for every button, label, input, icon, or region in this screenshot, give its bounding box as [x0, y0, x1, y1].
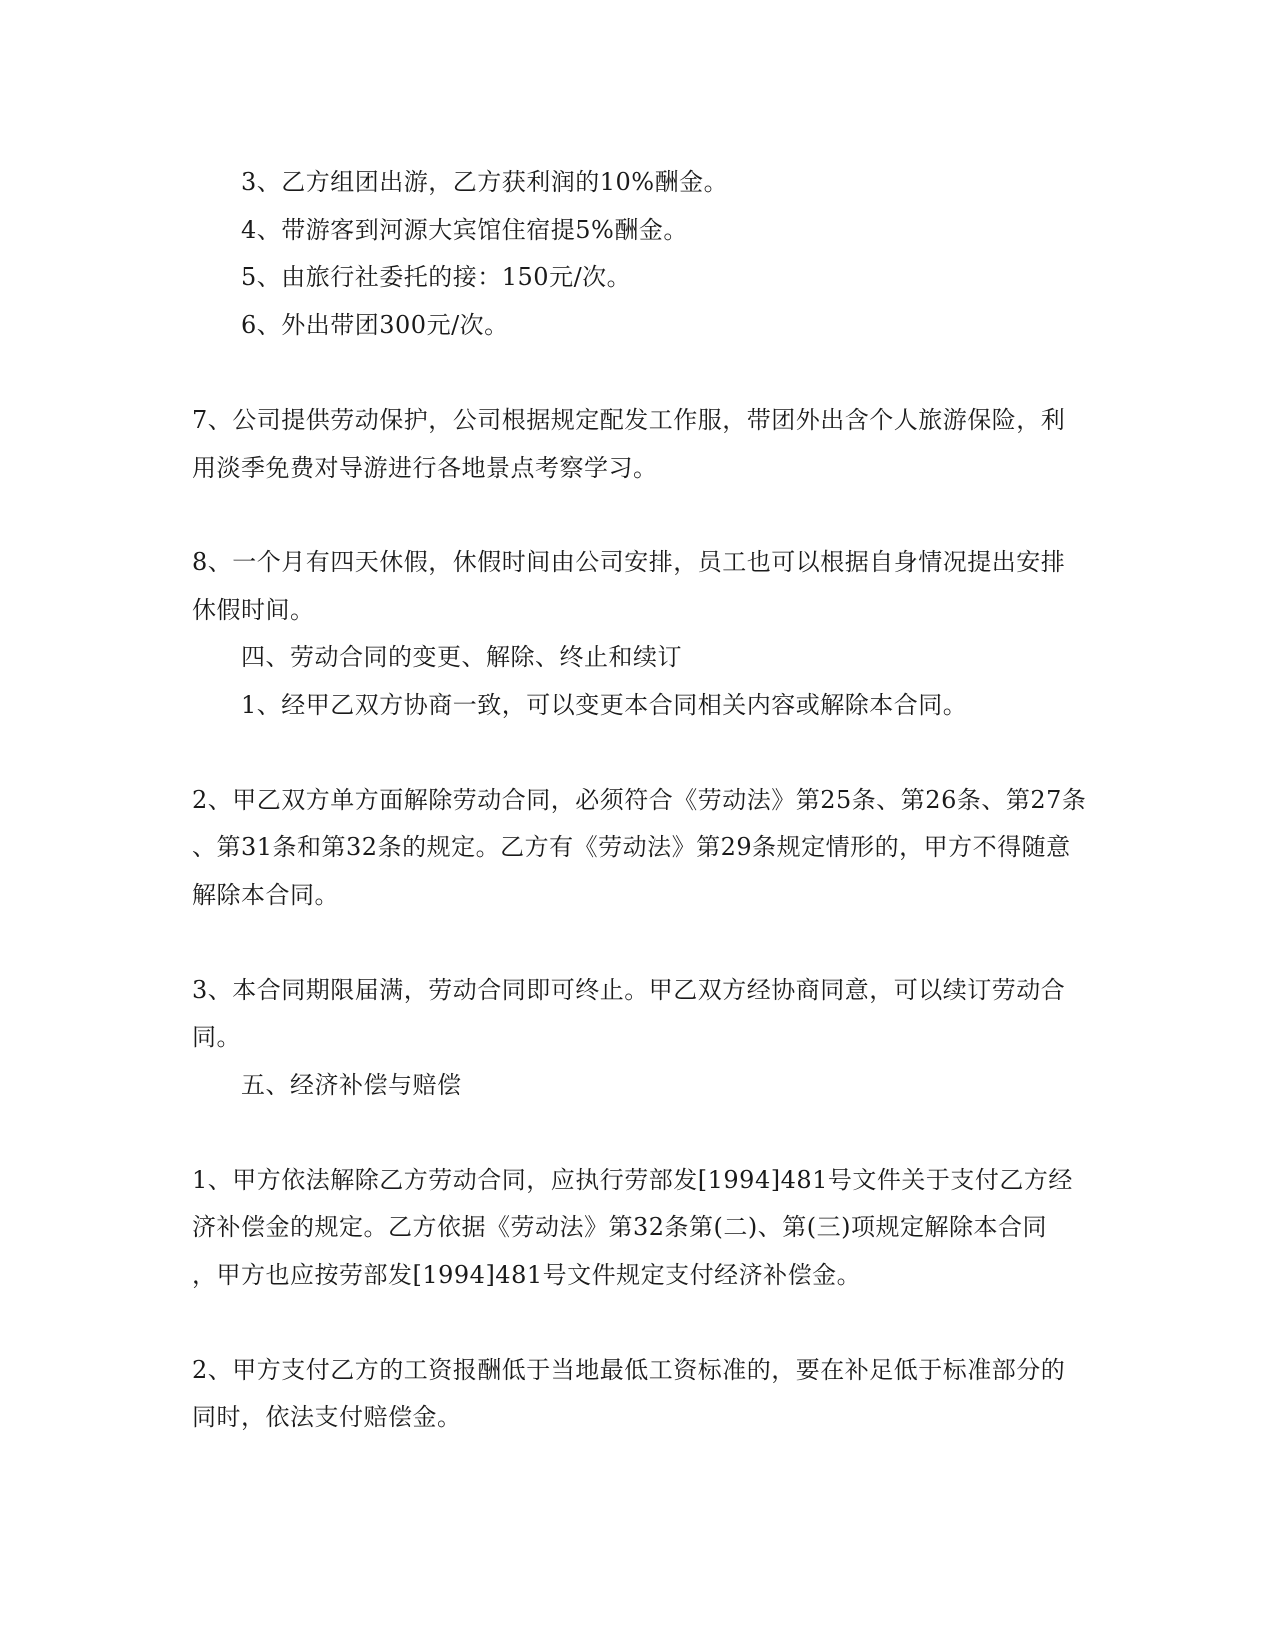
text-line: 2、甲乙双方单方面解除劳动合同，必须符合《劳动法》第25条、第26条、第27条: [192, 786, 1087, 814]
text-line: 7、公司提供劳动保护，公司根据规定配发工作服，带团外出含个人旅游保险，利: [192, 406, 1066, 434]
text-line: 1、甲方依法解除乙方劳动合同，应执行劳部发[1994]481号文件关于支付乙方经: [192, 1166, 1073, 1194]
text-line: 用淡季免费对导游进行各地景点考察学习。: [192, 454, 658, 482]
text-line: 休假时间。: [192, 596, 315, 624]
section-heading: 五、经济补偿与赔偿: [241, 1071, 462, 1099]
text-line: ，甲方也应按劳部发[1994]481号文件规定支付经济补偿金。: [192, 1261, 862, 1289]
text-line: 同时，依法支付赔偿金。: [192, 1403, 462, 1431]
text-line: 6、外出带团300元/次。: [241, 311, 509, 339]
section-heading: 四、劳动合同的变更、解除、终止和续订: [241, 643, 682, 671]
text-line: 8、一个月有四天休假，休假时间由公司安排，员工也可以根据自身情况提出安排: [192, 548, 1066, 576]
text-line: 同。: [192, 1023, 241, 1051]
text-line: 3、乙方组团出游，乙方获利润的10%酬金。: [241, 168, 729, 196]
text-line: 5、由旅行社委托的接：150元/次。: [241, 263, 632, 291]
text-line: 1、经甲乙双方协商一致，可以变更本合同相关内容或解除本合同。: [241, 691, 968, 719]
text-line: 济补偿金的规定。乙方依据《劳动法》第32条第(二)、第(三)项规定解除本合同: [192, 1213, 1047, 1241]
text-line: 解除本合同。: [192, 881, 339, 909]
text-line: 3、本合同期限届满，劳动合同即可终止。甲乙双方经协商同意，可以续订劳动合: [192, 976, 1066, 1004]
text-line: 2、甲方支付乙方的工资报酬低于当地最低工资标准的，要在补足低于标准部分的: [192, 1356, 1066, 1384]
text-line: 、第31条和第32条的规定。乙方有《劳动法》第29条规定情形的，甲方不得随意: [192, 833, 1071, 861]
text-line: 4、带游客到河源大宾馆住宿提5%酬金。: [241, 216, 688, 244]
